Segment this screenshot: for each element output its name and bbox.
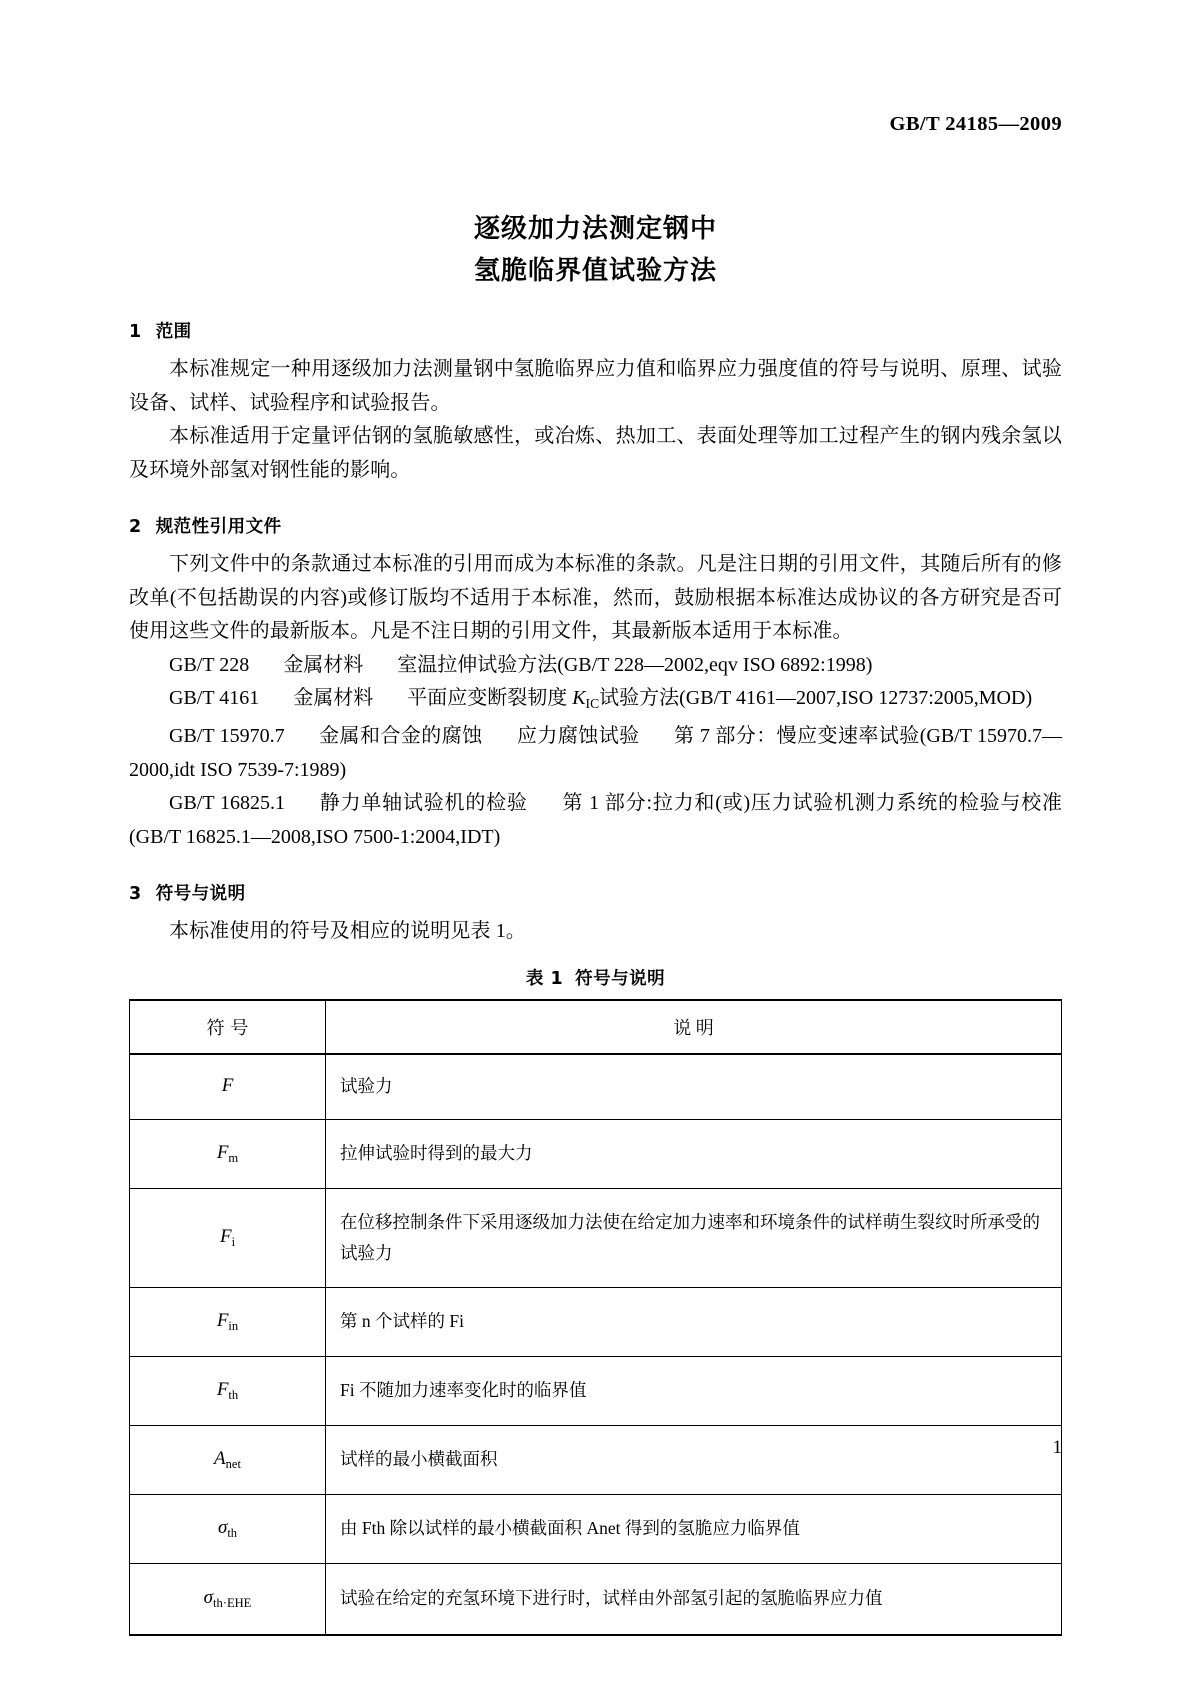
table-1-caption-title: 符号与说明 [575, 968, 666, 989]
row-symbol [130, 1188, 326, 1287]
table-row [130, 1356, 1062, 1425]
symbol-base: σ [203, 1586, 214, 1608]
section-1-paragraph-2: 本标准适用于定量评估钢的氢脆敏感性，或冶炼、热加工、表面处理等加工过程产生的钢内残余氢以及环境外部氢对钢性能的影响。 [129, 425, 1062, 481]
normative-reference-3 [129, 720, 1062, 787]
document-title-line-1: 逐级加力法测定钢中 [473, 214, 717, 244]
symbol-subscript: net [225, 1456, 241, 1471]
row-symbol [130, 1356, 326, 1425]
reference-text-3b: 应力腐蚀试验 [516, 725, 640, 748]
table-row [130, 1287, 1062, 1356]
table-1-caption-label: 表 1 [525, 968, 564, 989]
reference-text-3c: 第 7 部分：慢应变速率试验(GB/T 15970.7—2000,idt ISO 7539-7:1989) [129, 725, 1063, 781]
reference-code-1: GB/T 228 [169, 653, 250, 676]
table-row [130, 1054, 1062, 1120]
reference-text-2c: 试验方法(GB/T 4161—2007,ISO 12737:2005,MOD) [599, 687, 1033, 709]
symbol-base: A [214, 1447, 226, 1469]
row-description: 试验在给定的充氢环境下进行时，试样由外部氢引起的氢脆临界应力值 [326, 1563, 1062, 1635]
section-number-2: 2 [129, 517, 142, 537]
symbol-base: σ [217, 1516, 228, 1538]
row-symbol [130, 1119, 326, 1188]
reference-text-4a: 静力单轴试验机的检验 [319, 792, 528, 815]
symbol-base: F [221, 1074, 234, 1096]
symbol-subscript: th·EHE [213, 1595, 252, 1610]
reference-text-4b: 第 1 部分:拉力和(或)压力试验机测力系统的检验与校准(GB/T 16825.1—2008,ISO 7500-1:2004,IDT) [129, 792, 1062, 848]
symbol-subscript: th [227, 1525, 238, 1540]
section-title-1: 范围 [155, 322, 192, 342]
section-1-paragraph-1: 本标准规定一种用逐级加力法测量钢中氢脆临界应力值和临界应力强度值的符号与说明、原理、试验设备、试样、试验程序和试验报告。 [129, 358, 1062, 414]
symbol-base: F [216, 1378, 229, 1400]
reference-text-2b: 平面应变断裂韧度 [407, 687, 568, 709]
table-row [130, 1188, 1062, 1287]
reference-code-4: GB/T 16825.1 [169, 792, 285, 815]
section-title-3: 符号与说明 [155, 884, 246, 905]
symbol-base: F [216, 1141, 229, 1163]
section-heading-3 [129, 880, 1062, 905]
normative-reference-2 [129, 682, 1062, 720]
document-title-line-2: 氢脆临界值试验方法 [473, 256, 717, 286]
table-row [130, 1119, 1062, 1188]
section-number-3: 3 [129, 884, 142, 905]
section-heading-1 [129, 318, 1062, 343]
symbol-base: F [216, 1309, 229, 1331]
reference-code-3: GB/T 15970.7 [169, 725, 285, 748]
page-number: 1 [1052, 1437, 1062, 1458]
reference-code-2: GB/T 4161 [169, 687, 260, 709]
reference-text-2a: 金属材料 [293, 687, 374, 709]
section-title-2: 规范性引用文件 [155, 517, 282, 537]
reference-2-symbol: K [572, 687, 586, 709]
page-header-standard-number: GB/T 24185—2009 [889, 113, 1062, 135]
row-description: 试验力 [326, 1054, 1062, 1120]
row-description: Fi 不随加力速率变化时的临界值 [326, 1356, 1062, 1425]
row-symbol [130, 1287, 326, 1356]
section-number-1: 1 [129, 322, 142, 342]
document-title [129, 208, 1062, 292]
table-row [130, 1425, 1062, 1494]
document-content [129, 0, 1062, 1636]
reference-2-symbol-subscript: IC [585, 695, 600, 711]
section-2-paragraph-1: 下列文件中的条款通过本标准的引用而成为本标准的条款。凡是注日期的引用文件，其随后所有的修改单(不包括勘误的内容)或修订版均不适用于本标准，然而，鼓励根据本标准达成协议的各方研究是否可使用这些文件的最新版本。凡是不注日期的引用文件，其最新版本适用于本标准。 [129, 553, 1062, 642]
normative-reference-4 [129, 787, 1062, 854]
row-description: 拉伸试验时得到的最大力 [326, 1119, 1062, 1188]
row-description: 在位移控制条件下采用逐级加力法使在给定加力速率和环境条件的试样萌生裂纹时所承受的试验力 [326, 1188, 1062, 1287]
section-heading-2 [129, 513, 1062, 538]
table-row [130, 1494, 1062, 1563]
symbol-subscript: m [228, 1150, 239, 1165]
row-symbol [130, 1563, 326, 1635]
section-3-paragraph-1: 本标准使用的符号及相应的说明见表 1。 [169, 920, 526, 943]
row-symbol [130, 1054, 326, 1120]
reference-text-1a: 金属材料 [283, 653, 364, 676]
symbols-table [129, 999, 1062, 1636]
column-header-description: 说 明 [326, 1000, 1062, 1054]
table-1-caption [129, 965, 1062, 990]
normative-reference-1 [129, 649, 1062, 683]
symbol-subscript: i [231, 1234, 236, 1249]
table-header-row [130, 1000, 1062, 1054]
table-row [130, 1563, 1062, 1635]
row-description: 试样的最小横截面积 [326, 1425, 1062, 1494]
row-symbol [130, 1494, 326, 1563]
row-description: 第 n 个试样的 Fi [326, 1287, 1062, 1356]
row-description: 由 Fth 除以试样的最小横截面积 Anet 得到的氢脆应力临界值 [326, 1494, 1062, 1563]
symbol-subscript: th [228, 1387, 239, 1402]
row-symbol [130, 1425, 326, 1494]
reference-text-3a: 金属和合金的腐蚀 [318, 725, 483, 748]
reference-text-1b: 室温拉伸试验方法(GB/T 228—2002,eqv ISO 6892:1998) [397, 653, 873, 676]
column-header-symbol: 符 号 [130, 1000, 326, 1054]
symbol-subscript: in [228, 1318, 239, 1333]
symbol-base: F [219, 1225, 232, 1247]
